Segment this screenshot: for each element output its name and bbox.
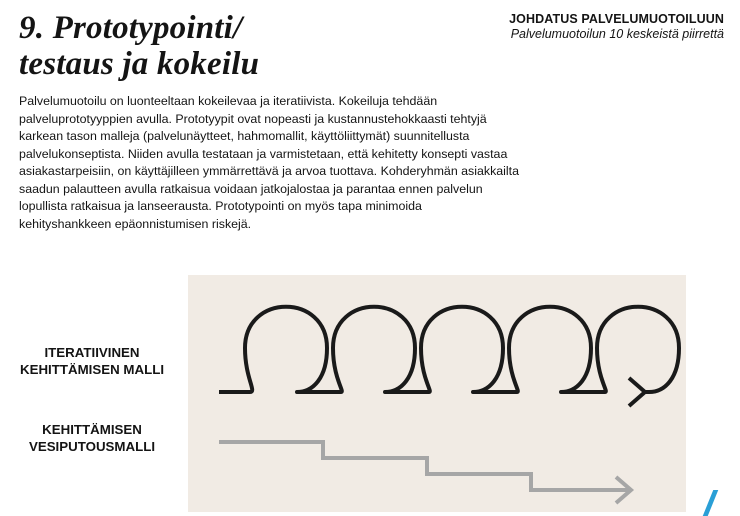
intro-line: asiakastarpeisiin, on käyttäjilleen ymmärrettävä ja arvoa tuottava. Kohderyhmän asiakkailta (19, 164, 520, 178)
label-line: KEHITTÄMISEN (42, 422, 142, 437)
intro-line: palveluprototyyppien avulla. Prototyypit ovat nopeasti ja kustannustehokkaasti tehtyjä (19, 111, 487, 126)
label-line: KEHITTÄMISEN MALLI (19, 362, 165, 377)
intro-line: lopullista ratkaisua ja lanseerausta. Prototypointi on myös tapa minimoida (19, 199, 422, 213)
label-line: VESIPUTOUSMALLI (28, 439, 156, 454)
iterative-loop-line (219, 307, 679, 392)
iterative-model-label (12, 344, 172, 378)
intro-line: saadun palautteen avulla ratkaisua voidaan jatkojalostaa ja parantaa ennen palvelun (19, 181, 483, 196)
intro-line: palvelukonseptista. Niiden avulla testataan ja varmistetaan, että kehitetty konsepti vastaa (19, 146, 508, 161)
intro-line: kehityshankkeen epäonnistumisen riskejä. (19, 216, 252, 231)
title-line: 9. Prototypointi/ (19, 10, 243, 46)
intro-line: Palvelumuotoilu on luonteeltaan kokeilevaa ja iteratiivista. Kokeiluja tehdään (19, 94, 438, 108)
waterfall-model-label (12, 421, 172, 455)
series-title: JOHDATUS PALVELUMUOTOILUUN (509, 12, 724, 26)
iterative-arrowhead (629, 378, 645, 406)
waterfall-step-line (219, 442, 630, 490)
intro-line: karkean tason malleja (palvelunäytteet, hahmomallit, käyttöliittymät) suunnitellusta (19, 129, 470, 143)
label-line: ITERATIIVINEN (44, 345, 140, 360)
series-subtitle: Palvelumuotoilun 10 keskeistä piirrettä (510, 27, 724, 41)
title-line: testaus ja kokeilu (19, 46, 260, 82)
